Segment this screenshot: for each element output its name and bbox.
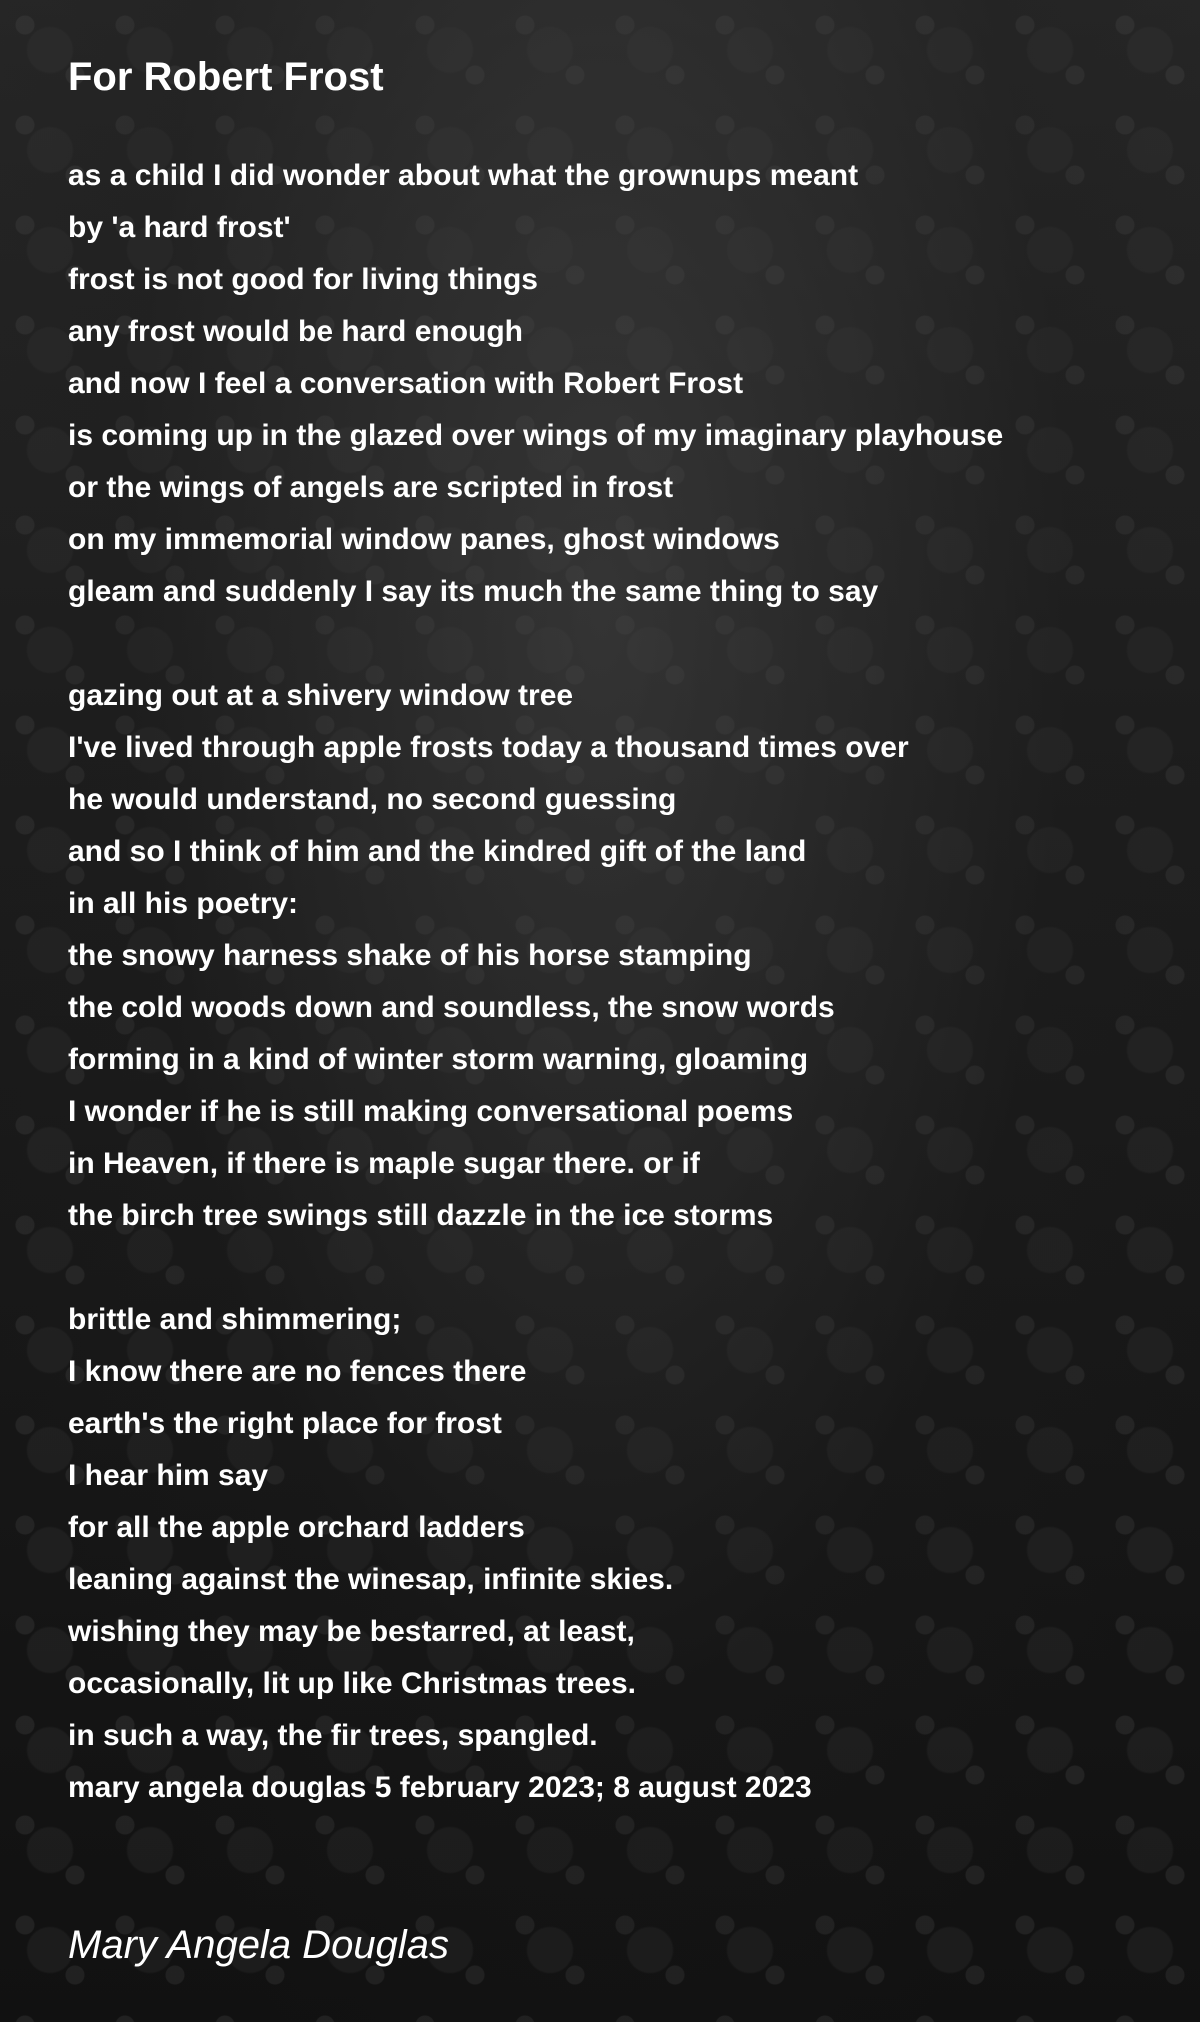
poem-line: gleam and suddenly I say its much the same thing to say (68, 575, 879, 608)
poem-body (68, 150, 1168, 1866)
poem-line: I wonder if he is still making conversational poems (68, 1095, 794, 1128)
poem-line: leaning against the winesap, infinite skies. (68, 1563, 674, 1596)
poem-line: or the wings of angels are scripted in frost (68, 471, 674, 504)
poem-line: forming in a kind of winter storm warning, gloaming (68, 1043, 809, 1076)
poem-line: as a child I did wonder about what the grownups meant (68, 159, 859, 192)
poem-line: on my immemorial window panes, ghost windows (68, 523, 780, 556)
poem-line: any frost would be hard enough (68, 315, 524, 348)
poem-line: I hear him say (68, 1459, 269, 1492)
poem-line: frost is not good for living things (68, 263, 538, 296)
poem-line: gazing out at a shivery window tree (68, 679, 574, 712)
poem-line: the snowy harness shake of his horse stamping (68, 939, 752, 972)
poem-line: occasionally, lit up like Christmas trees. (68, 1667, 636, 1700)
poem-line: mary angela douglas 5 february 2023; 8 august 2023 (68, 1771, 812, 1804)
poem-author: Mary Angela Douglas (68, 1923, 449, 1967)
poem-line: brittle and shimmering; (68, 1303, 402, 1336)
poem-line: I've lived through apple frosts today a thousand times over (68, 731, 909, 764)
poem-line: in all his poetry: (68, 887, 299, 920)
poem-title: For Robert Frost (68, 55, 384, 99)
poem-line: and now I feel a conversation with Robert Frost (68, 367, 744, 400)
poem-line: I know there are no fences there (68, 1355, 527, 1388)
poem-line: in Heaven, if there is maple sugar there. or if (68, 1147, 700, 1180)
poem-line: the cold woods down and soundless, the snow words (68, 991, 835, 1024)
poem-line: the birch tree swings still dazzle in the ice storms (68, 1199, 774, 1232)
poem-line: earth's the right place for frost (68, 1407, 502, 1440)
stanza-1 (68, 150, 1168, 618)
poem-line: wishing they may be bestarred, at least, (68, 1615, 635, 1648)
poem-line: in such a way, the fir trees, spangled. (68, 1719, 598, 1752)
poem-line: and so I think of him and the kindred gift of the land (68, 835, 807, 868)
stanza-3 (68, 1294, 1168, 1814)
poem-line: is coming up in the glazed over wings of my imaginary playhouse (68, 419, 1004, 452)
poem-line: by 'a hard frost' (68, 211, 291, 244)
poem-line: for all the apple orchard ladders (68, 1511, 525, 1544)
stanza-2 (68, 670, 1168, 1242)
poem-line: he would understand, no second guessing (68, 783, 677, 816)
